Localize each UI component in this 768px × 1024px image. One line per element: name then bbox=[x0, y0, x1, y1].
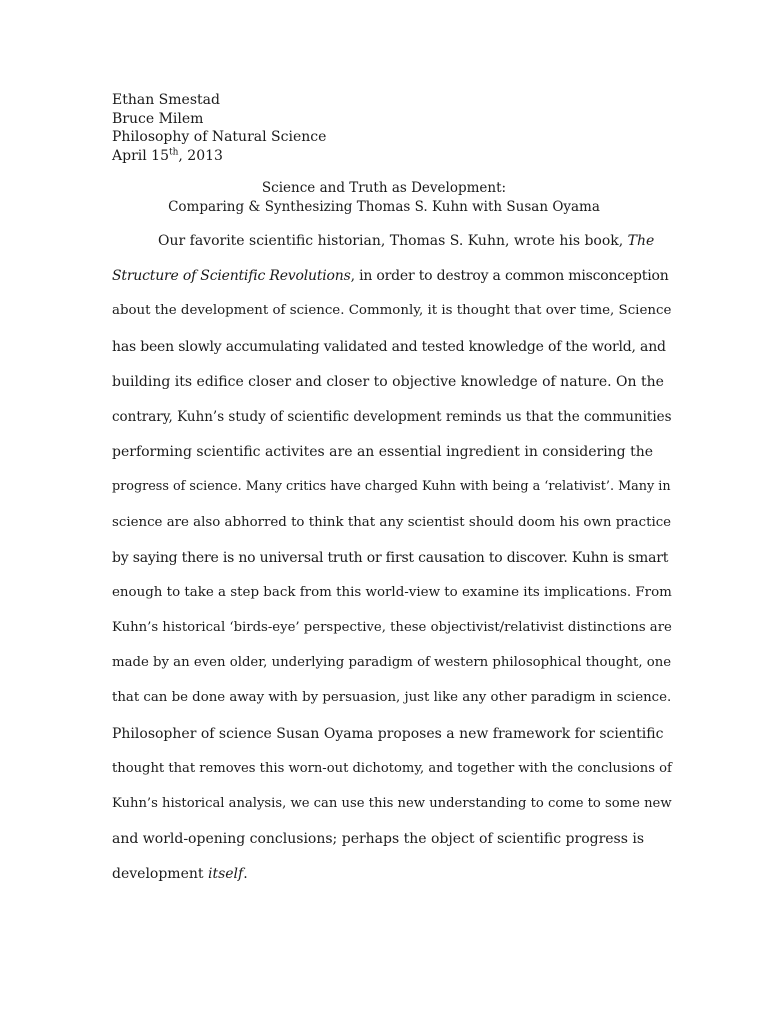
document-date bbox=[112, 147, 326, 166]
body-line: and world-opening conclusions; perhaps the object of scientific progress is bbox=[112, 831, 645, 848]
document-header bbox=[112, 91, 326, 165]
body-line: progress of science. Many critics have charged Kuhn with being a ‘relativist’. Many in bbox=[112, 479, 671, 495]
body-line: has been slowly accumulating validated and tested knowledge of the world, and bbox=[112, 338, 666, 355]
body-line bbox=[112, 863, 672, 898]
body-line bbox=[112, 230, 672, 265]
instructor-name: Bruce Milem bbox=[112, 110, 204, 127]
body-paragraph bbox=[112, 230, 672, 899]
body-line: contrary, Kuhn’s study of scientific development reminds us that the communities bbox=[112, 408, 672, 425]
body-line: enough to take a step back from this world-view to examine its implications. From bbox=[112, 584, 672, 600]
body-text-span: . bbox=[243, 866, 248, 883]
body-text-span: development bbox=[112, 866, 208, 883]
body-line: Kuhn’s historical ‘birds-eye’ perspective, these objectivist/relativist distinctions are bbox=[112, 620, 672, 636]
body-line: thought that removes this worn-out dichotomy, and together with the conclusions of bbox=[112, 760, 672, 776]
body-line: about the development of science. Commonly, it is thought that over time, Science bbox=[112, 303, 672, 319]
book-title-italic: Structure of Scientific Revolutions bbox=[112, 268, 351, 285]
body-line: Philosopher of science Susan Oyama proposes a new framework for scientific bbox=[112, 725, 664, 742]
body-line: made by an even older, underlying paradigm of western philosophical thought, one bbox=[112, 655, 672, 671]
body-line bbox=[112, 265, 672, 300]
body-line: science are also abhorred to think that any scientist should doom his own practice bbox=[112, 514, 672, 530]
body-line: by saying there is no universal truth or first causation to discover. Kuhn is smart bbox=[112, 549, 669, 566]
document-title bbox=[0, 179, 768, 216]
body-line: performing scientific activites are an essential ingredient in considering the bbox=[112, 444, 654, 461]
body-line: Kuhn’s historical analysis, we can use this new understanding to come to some new bbox=[112, 796, 672, 811]
book-title-italic: The bbox=[627, 233, 655, 249]
date-month-day: April 15 bbox=[112, 147, 169, 164]
course-name: Philosophy of Natural Science bbox=[112, 129, 327, 145]
date-year: , 2013 bbox=[178, 147, 223, 164]
body-line: that can be done away with by persuasion, just like any other paradigm in science. bbox=[112, 690, 672, 706]
title-line-1: Science and Truth as Development: bbox=[261, 180, 507, 196]
body-line: building its edifice closer and closer to objective knowledge of nature. On the bbox=[112, 373, 664, 390]
body-text-span: , in order to destroy a common misconception bbox=[350, 268, 669, 285]
title-line-2: Comparing & Synthesizing Thomas S. Kuhn with Susan Oyama bbox=[168, 198, 600, 215]
author-name: Ethan Smestad bbox=[112, 92, 220, 108]
emphasis-italic: itself bbox=[207, 866, 244, 883]
body-text-span: Our favorite scientific historian, Thomas S. Kuhn, wrote his book, bbox=[158, 233, 628, 249]
date-ordinal-suffix: th bbox=[168, 146, 179, 157]
